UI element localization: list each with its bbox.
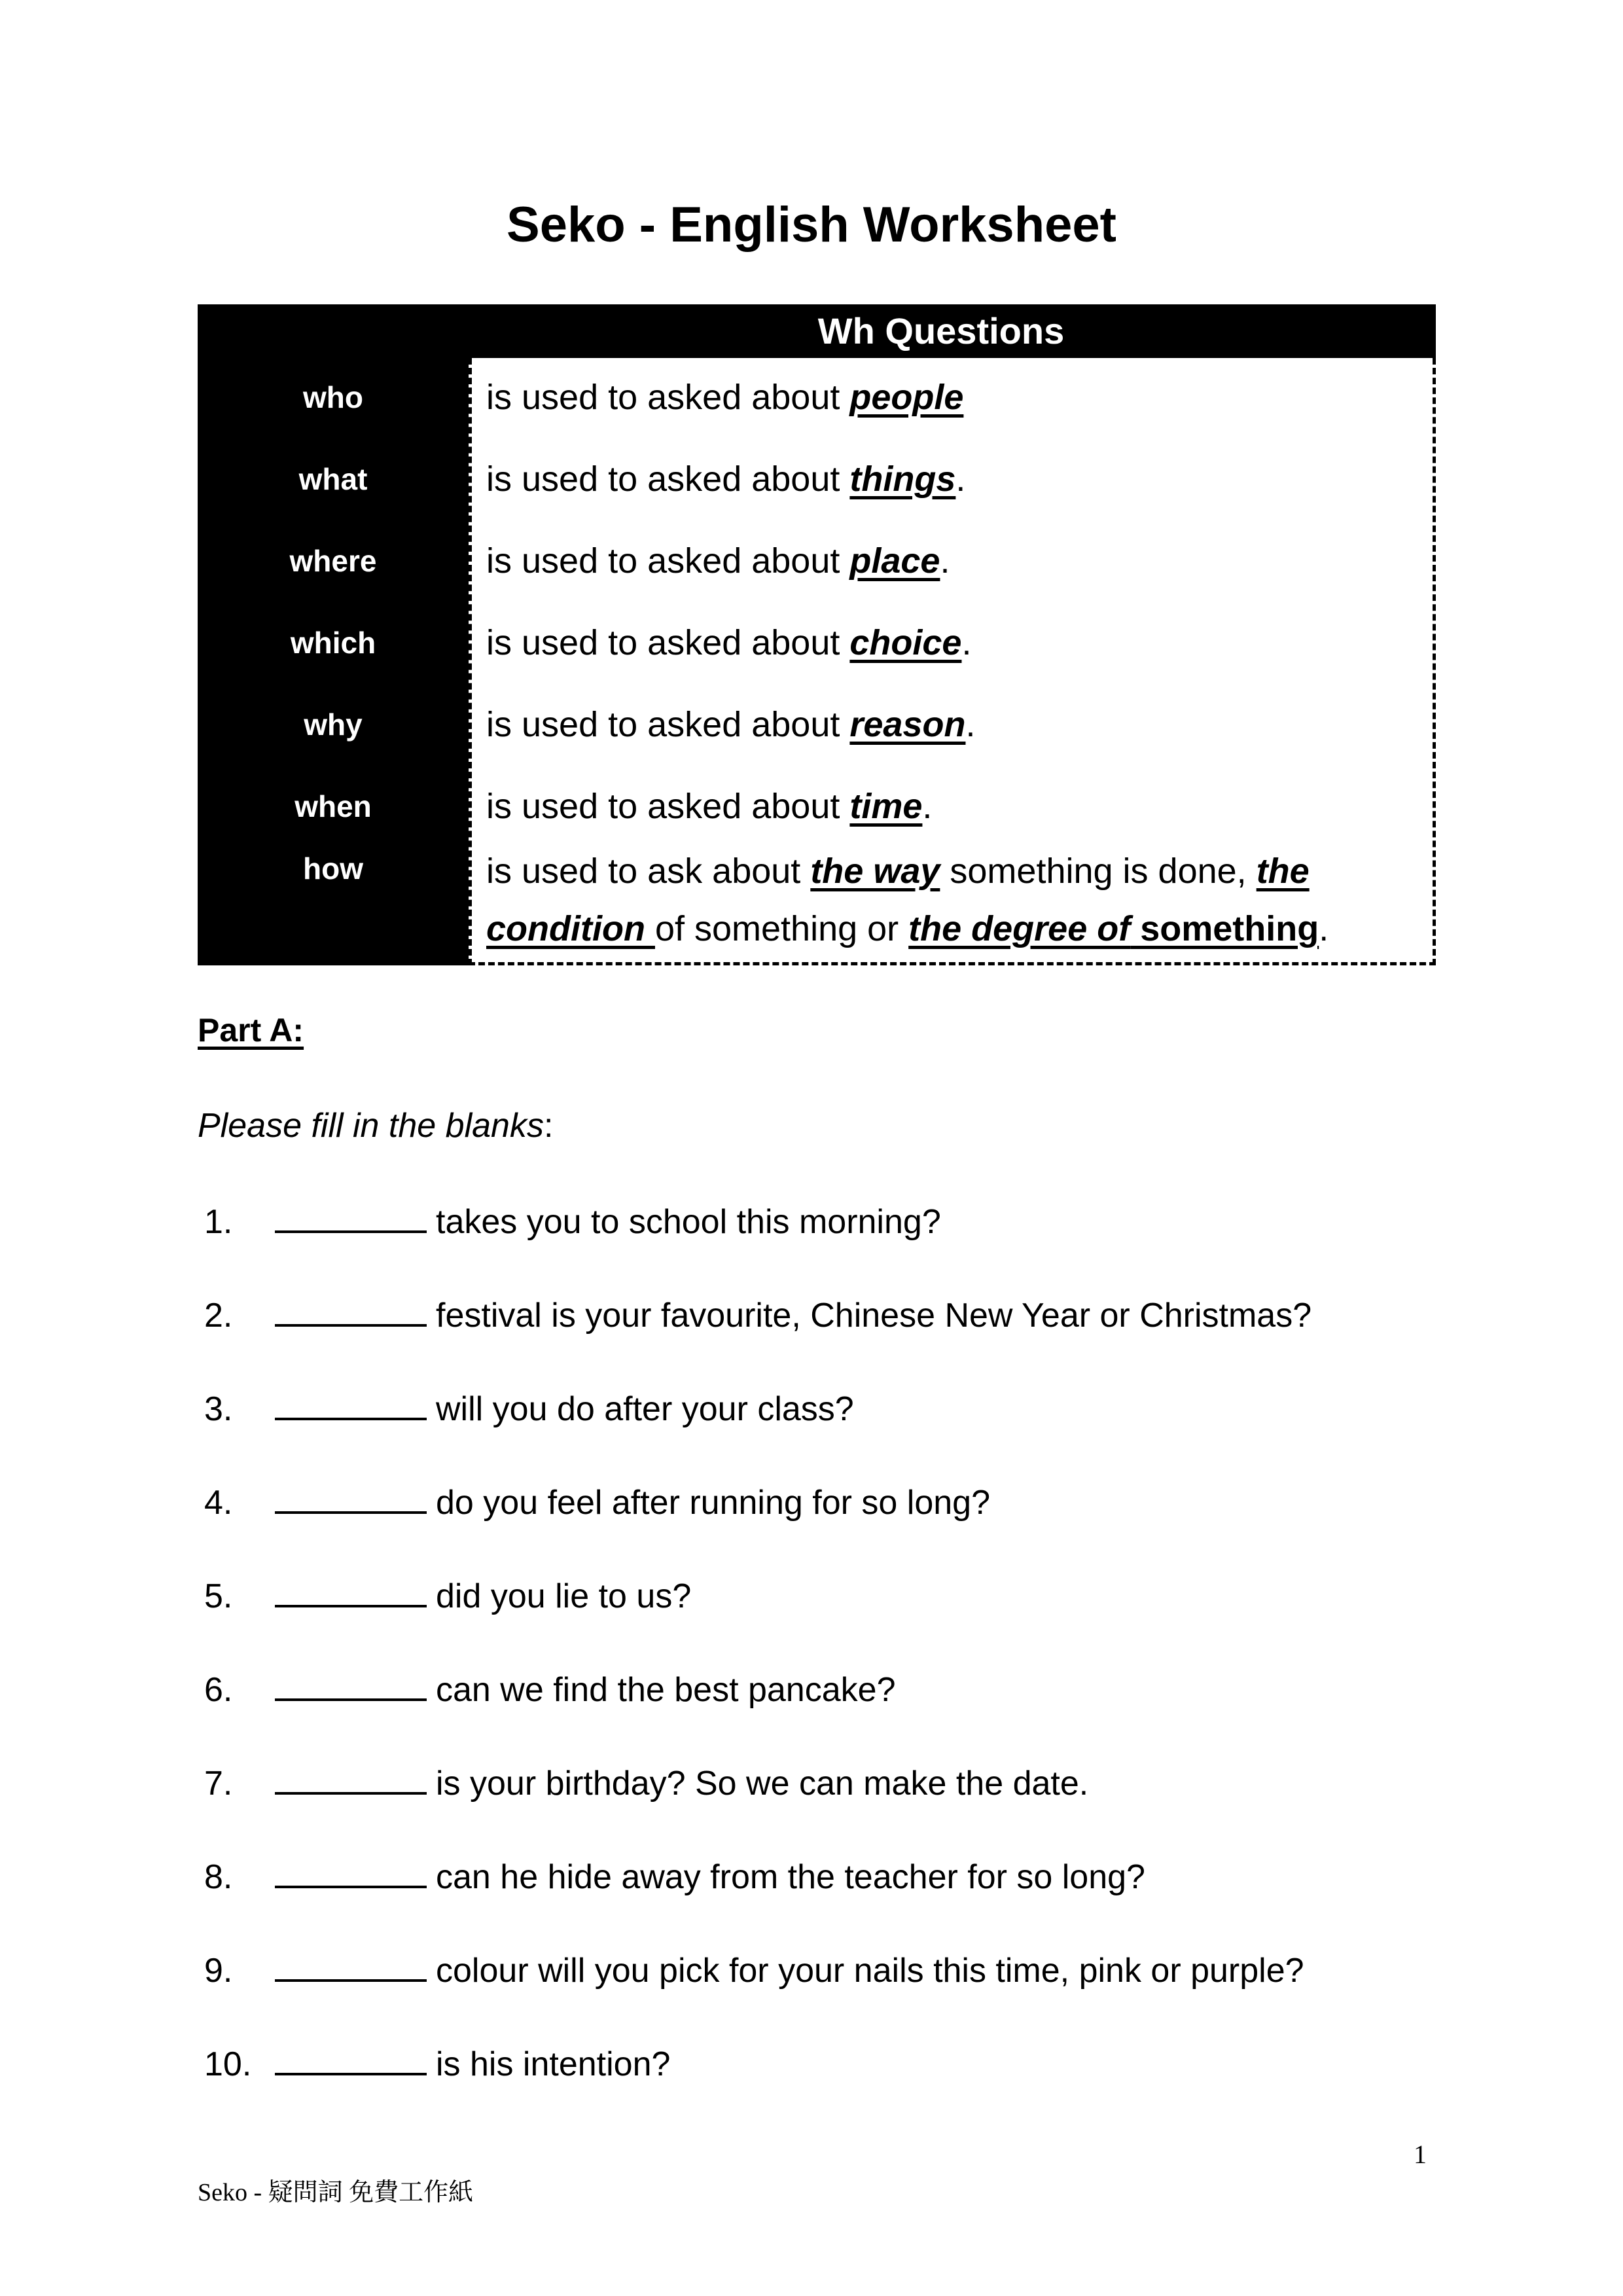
definition-how: is used to ask about the way something is done, the condition of something or the degree of something. xyxy=(486,852,1329,948)
question-1: 1. takes you to school this morning? xyxy=(204,1198,941,1245)
word-what: what xyxy=(298,462,368,496)
wh-questions-table xyxy=(198,304,1436,965)
question-3: 3. will you do after your class? xyxy=(204,1385,854,1432)
question-words-column xyxy=(198,358,469,965)
word-where: where xyxy=(289,544,377,578)
question-10: 10. is his intention? xyxy=(204,2040,670,2087)
answer-blank[interactable] xyxy=(275,1479,427,1514)
answer-blank[interactable] xyxy=(275,1572,427,1607)
word-which: which xyxy=(290,626,376,660)
definition-when: is used to asked about time. xyxy=(486,787,933,826)
definition-what: is used to asked about things. xyxy=(486,459,966,499)
answer-blank[interactable] xyxy=(275,1291,427,1327)
answer-blank[interactable] xyxy=(275,1759,427,1795)
footer-text: Seko - 疑問詞 免費工作紙 xyxy=(198,2179,474,2206)
question-6: 6. can we find the best pancake? xyxy=(204,1666,895,1713)
question-8: 8. can he hide away from the teacher for so long? xyxy=(204,1853,1145,1900)
instruction: Please fill in the blanks: xyxy=(198,1107,554,1145)
definition-why: is used to asked about reason. xyxy=(486,705,976,744)
question-4: 4. do you feel after running for so long? xyxy=(204,1479,990,1526)
table-header: Wh Questions xyxy=(817,310,1065,351)
question-2: 2. festival is your favourite, Chinese New Year or Christmas? xyxy=(204,1291,1311,1338)
question-9: 9. colour will you pick for your nails this time, pink or purple? xyxy=(204,1946,1304,1994)
answer-blank[interactable] xyxy=(275,1946,427,1982)
answer-blank[interactable] xyxy=(275,1385,427,1420)
page-number: 1 xyxy=(1414,2140,1427,2169)
part-a-title: Part A: xyxy=(198,1012,304,1049)
question-7: 7. is your birthday? So we can make the date. xyxy=(204,1759,1088,1806)
word-when: when xyxy=(294,789,372,823)
definition-which: is used to asked about choice. xyxy=(486,623,972,662)
answer-blank[interactable] xyxy=(275,2040,427,2075)
answer-blank[interactable] xyxy=(275,1853,427,1888)
word-why: why xyxy=(304,708,363,742)
definitions-box xyxy=(469,358,1436,965)
answer-blank[interactable] xyxy=(275,1198,427,1233)
word-who: who xyxy=(303,380,363,414)
definition-where: is used to asked about place. xyxy=(486,541,950,581)
page-title: Seko - English Worksheet xyxy=(507,197,1116,253)
answer-blank[interactable] xyxy=(275,1666,427,1701)
question-5: 5. did you lie to us? xyxy=(204,1572,691,1619)
definition-who: is used to asked about people xyxy=(486,378,964,417)
word-how: how xyxy=(303,852,363,886)
